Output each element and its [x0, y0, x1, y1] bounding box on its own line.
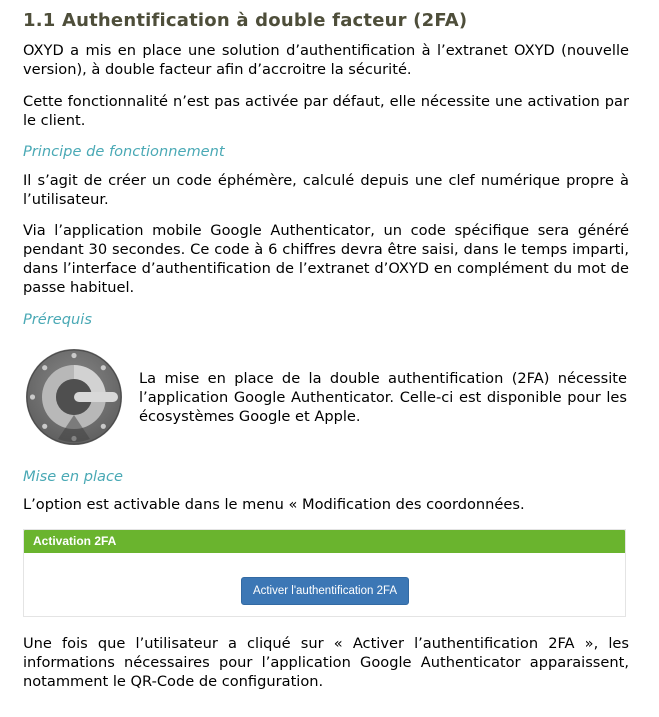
intro-paragraph-2: Cette fonctionnalité n’est pas activée par défaut, elle nécessite une activation par le client. — [23, 93, 629, 129]
google-authenticator-icon — [24, 347, 124, 447]
subheading-mise-en-place: Mise en place — [23, 468, 123, 485]
subheading-prerequis: Prérequis — [23, 311, 92, 328]
activation-2fa-panel — [23, 529, 626, 617]
mise-en-place-paragraph-2: Une fois que l’utilisateur a cliqué sur « Activer l’authentification 2FA », les informations nécessaires pour l’application Google Authenticator apparaissent, notamment le QR-Code de configuration. — [23, 635, 629, 690]
panel-header: Activation 2FA — [24, 530, 625, 553]
intro-paragraph-1: OXYD a mis en place une solution d’authentification à l’extranet OXYD (nouvelle version), à double facteur afin d’accroitre la sécurité. — [23, 42, 629, 78]
subheading-principe: Principe de fonctionnement — [23, 143, 225, 160]
principe-paragraph-1: Il s’agit de créer un code éphémère, calculé depuis une clef numérique propre à l’utilisateur. — [23, 172, 629, 208]
principe-paragraph-2: Via l’application mobile Google Authenticator, un code spécifique sera généré pendant 30 secondes. Ce code à 6 chiffres devra être saisi, dans le temps imparti, dans l’interface d’authentification de l’extranet d’OXYD en complément du mot de passe habituel. — [23, 222, 629, 296]
section-title: 1.1 Authentification à double facteur (2FA) — [23, 10, 468, 31]
mise-en-place-paragraph-1: L’option est activable dans le menu « Modification des coordonnées. — [23, 496, 525, 513]
activate-2fa-button[interactable]: Activer l'authentification 2FA — [241, 577, 409, 605]
prerequis-text: La mise en place de la double authentification (2FA) nécessite l’application Google Authenticator. Celle-ci est disponible pour les écosystèmes Google et Apple. — [139, 370, 627, 425]
